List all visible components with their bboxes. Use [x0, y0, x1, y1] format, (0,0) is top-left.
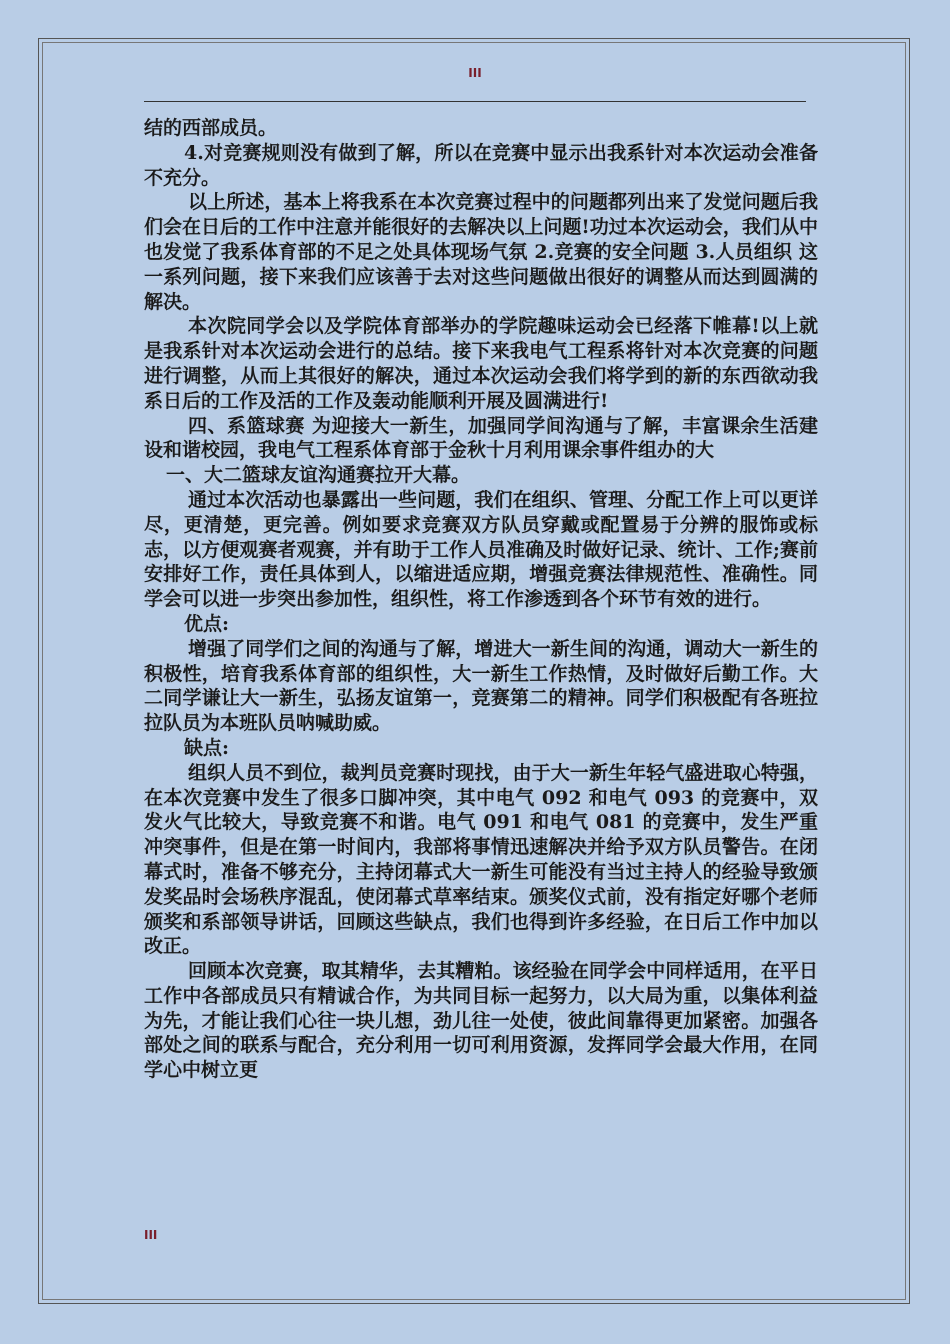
paragraph: 回顾本次竞赛，取其精华，去其糟粕。该经验在同学会中同样适用，在平日工作中各部成员只有精诚合作，为共同目标一起努力，以大局为重，以集体利益为先，才能让我们心往一块儿想，劲儿往一处使，彼此间靠得更加紧密。加强各部处之间的联系与配合，充分利用一切可利用资源，发挥同学会最大作用，在同学心中树立更 — [144, 960, 818, 1082]
paragraph: 优点: — [184, 612, 230, 635]
paragraph: 通过本次活动也暴露出一些问题，我们在组织、管理、分配工作上可以更详尽，更清楚，更完善。例如要求竞赛双方队员穿戴或配置易于分辨的服饰或标志，以方便观赛者观赛，并有助于工作人员准确及时做好记录、统计、工作;赛前安排好工作，责任具体到人，以缩进适应期，增强竞赛法律规范性、准确性。同学会可以进一步突出参加性，组织性，将工作渗透到各个环节有效的进行。 — [144, 488, 818, 611]
header-mark: III — [468, 66, 482, 80]
paragraph: 四、系篮球赛 为迎接大一新生，加强同学间沟通与了解，丰富课余生活建设和谐校园，我电气工程系体育部于金秋十月利用课余事件组办的大 — [144, 414, 818, 462]
paragraph: 一、大二篮球友谊沟通赛拉开大幕。 — [166, 464, 471, 487]
footer-mark: III — [144, 1228, 158, 1242]
header-rule — [144, 101, 806, 102]
paragraph: 本次院同学会以及学院体育部举办的学院趣味运动会已经落下帷幕!以上就是我系针对本次运动会进行的总结。接下来我电气工程系将针对本次竞赛的问题进行调整，从而上其很好的解决，通过本次运动会我们将学到的新的东西欲动我系日后的工作及活的工作及轰动能顺利开展及圆满进行! — [144, 315, 818, 412]
paragraph: 以上所述，基本上将我系在本次竞赛过程中的问题都列出来了发觉问题后我们会在日后的工作中注意并能很好的去解决以上问题!功过本次运动会，我们从中也发觉了我系体育部的不足之处具体现场气氛 2.竞赛的安全问题 3.人员组织 这一系列问题，接下来我们应该善于去对这些问题做出很好的调整从而达到圆满的解决。 — [144, 191, 818, 313]
paragraph: 4.对竞赛规则没有做到了解，所以在竞赛中显示出我系针对本次运动会准备不充分。 — [144, 141, 818, 189]
paragraph: 组织人员不到位，裁判员竞赛时现找，由于大一新生年轻气盛进取心特强，在本次竞赛中发生了很多口脚冲突，其中电气 092 和电气 093 的竞赛中，双发火气比较大，导致竞赛不和谐。电气 091 和电气 081 的竞赛中，发生严重冲突事件，但是在第一时间内，我部将事情迅速解决并给予双方队员警告。在闭幕式时，准备不够充分，主持闭幕式大一新生可能没有当过主持人的经验导致颁发奖品时会场秩序混乱，使闭幕式草率结束。颁奖仪式前，没有指定好哪个老师颁奖和系部领导讲话，回顾这些缺点，我们也得到许多经验，在日后工作中加以改正。 — [144, 761, 818, 958]
paragraph: 增强了同学们之间的沟通与了解，增进大一新生间的沟通，调动大一新生的积极性，培育我系体育部的组织性，大一新生工作热情，及时做好后勤工作。大二同学谦让大一新生，弘扬友谊第一，竞赛第二的精神。同学们积极配有各班拉拉队员为本班队员呐喊助威。 — [144, 637, 818, 735]
document-body — [144, 116, 818, 1083]
paragraph: 缺点: — [184, 736, 230, 759]
paragraph: 结的西部成员。 — [144, 117, 278, 139]
